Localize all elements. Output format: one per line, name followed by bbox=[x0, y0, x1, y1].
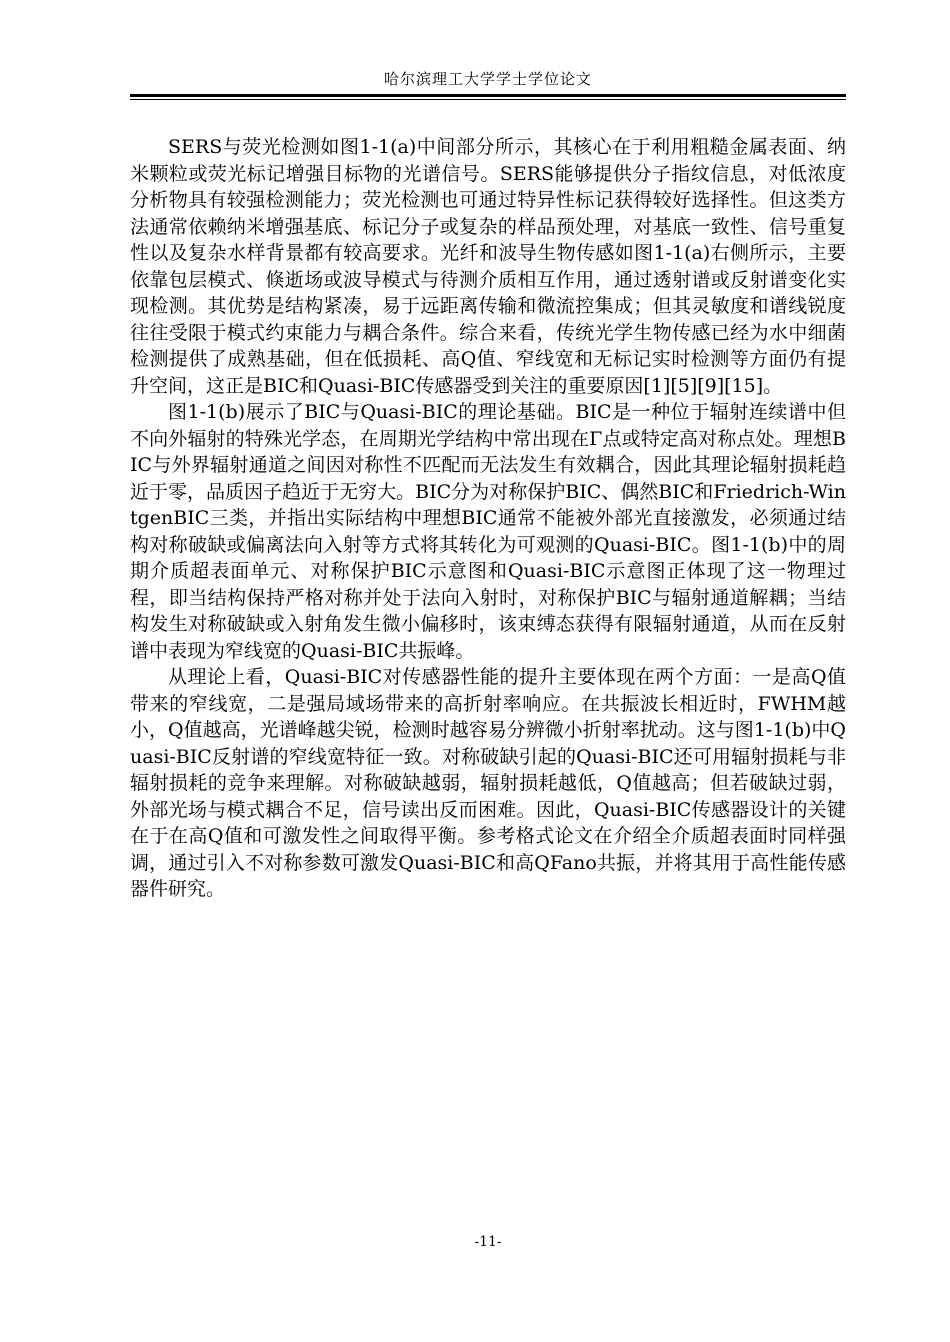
paragraph-1: SERS与荧光检测如图1-1(a)中间部分所示，其核心在于利用粗糙金属表面、纳米颗粒或荧光标记增强目标物的光谱信号。SERS能够提供分子指纹信息，对低浓度分析物具有较强检测能力；荧光检测也可通过特异性标记获得较好选择性。但这类方法通常依赖纳米增强基底、标记分子或复杂的样品预处理，对基底一致性、信号重复性以及复杂水样背景都有较高要求。光纤和波导生物传感如图1-1(a)右侧所示，主要依靠包层模式、倏逝场或波导模式与待测介质相互作用，通过透射谱或反射谱变化实现检测。其优势是结构紧凑，易于远距离传输和微流控集成；但其灵敏度和谱线锐度往往受限于模式约束能力与耦合条件。综合来看，传统光学生物传感已经为水中细菌检测提供了成熟基础，但在低损耗、高Q值、窄线宽和无标记实时检测等方面仍有提升空间，这正是BIC和Quasi-BIC传感器受到关注的重要原因[1][5][9][15]。 bbox=[130, 136, 846, 397]
paragraph-3: 从理论上看，Quasi-BIC对传感器性能的提升主要体现在两个方面：一是高Q值带来的窄线宽，二是强局域场带来的高折射率响应。在共振波长相近时，FWHM越小，Q值越高，光谱峰越尖锐，检测时越容易分辨微小折射率扰动。这与图1-1(b)中Quasi-BIC反射谱的窄线宽特征一致。对称破缺引起的Quasi-BIC还可用辐射损耗与非辐射损耗的竞争来理解。对称破缺越弱，辐射损耗越低，Q值越高；但若破缺过弱，外部光场与模式耦合不足，信号读出反而困难。因此，Quasi-BIC传感器设计的关键在于在高Q值和可激发性之间取得平衡。参考格式论文在介绍全介质超表面时同样强调，通过引入不对称参数可激发Quasi-BIC和高QFano共振，并将其用于高性能传感器件研究。 bbox=[130, 666, 846, 900]
page-number: -11- bbox=[474, 1234, 502, 1250]
paragraph-2: 图1-1(b)展示了BIC与Quasi-BIC的理论基础。BIC是一种位于辐射连续谱中但不向外辐射的特殊光学态，在周期光学结构中常出现在Γ点或特定高对称点处。理想BIC与外界辐射通道之间因对称性不匹配而无法发生有效耦合，因此其理论辐射损耗趋近于零，品质因子趋近于无穷大。BIC分为对称保护BIC、偶然BIC和Friedrich-WintgenBIC三类，并指出实际结构中理想BIC通常不能被外部光直接激发，必须通过结构对称破缺或偏离法向入射等方式将其转化为可观测的Quasi-BIC。图1-1(b)中的周期介质超表面单元、对称保护BIC示意图和Quasi-BIC示意图正体现了这一物理过程，即当结构保持严格对称并处于法向入射时，对称保护BIC与辐射通道解耦；当结构发生对称破缺或入射角发生微小偏移时，该束缚态获得有限辐射通道，从而在反射谱中表现为窄线宽的Quasi-BIC共振峰。 bbox=[130, 401, 846, 662]
running-header: 哈尔滨理工大学学士学位论文 bbox=[383, 70, 592, 88]
body-text bbox=[130, 134, 846, 903]
header-rule bbox=[130, 94, 846, 100]
